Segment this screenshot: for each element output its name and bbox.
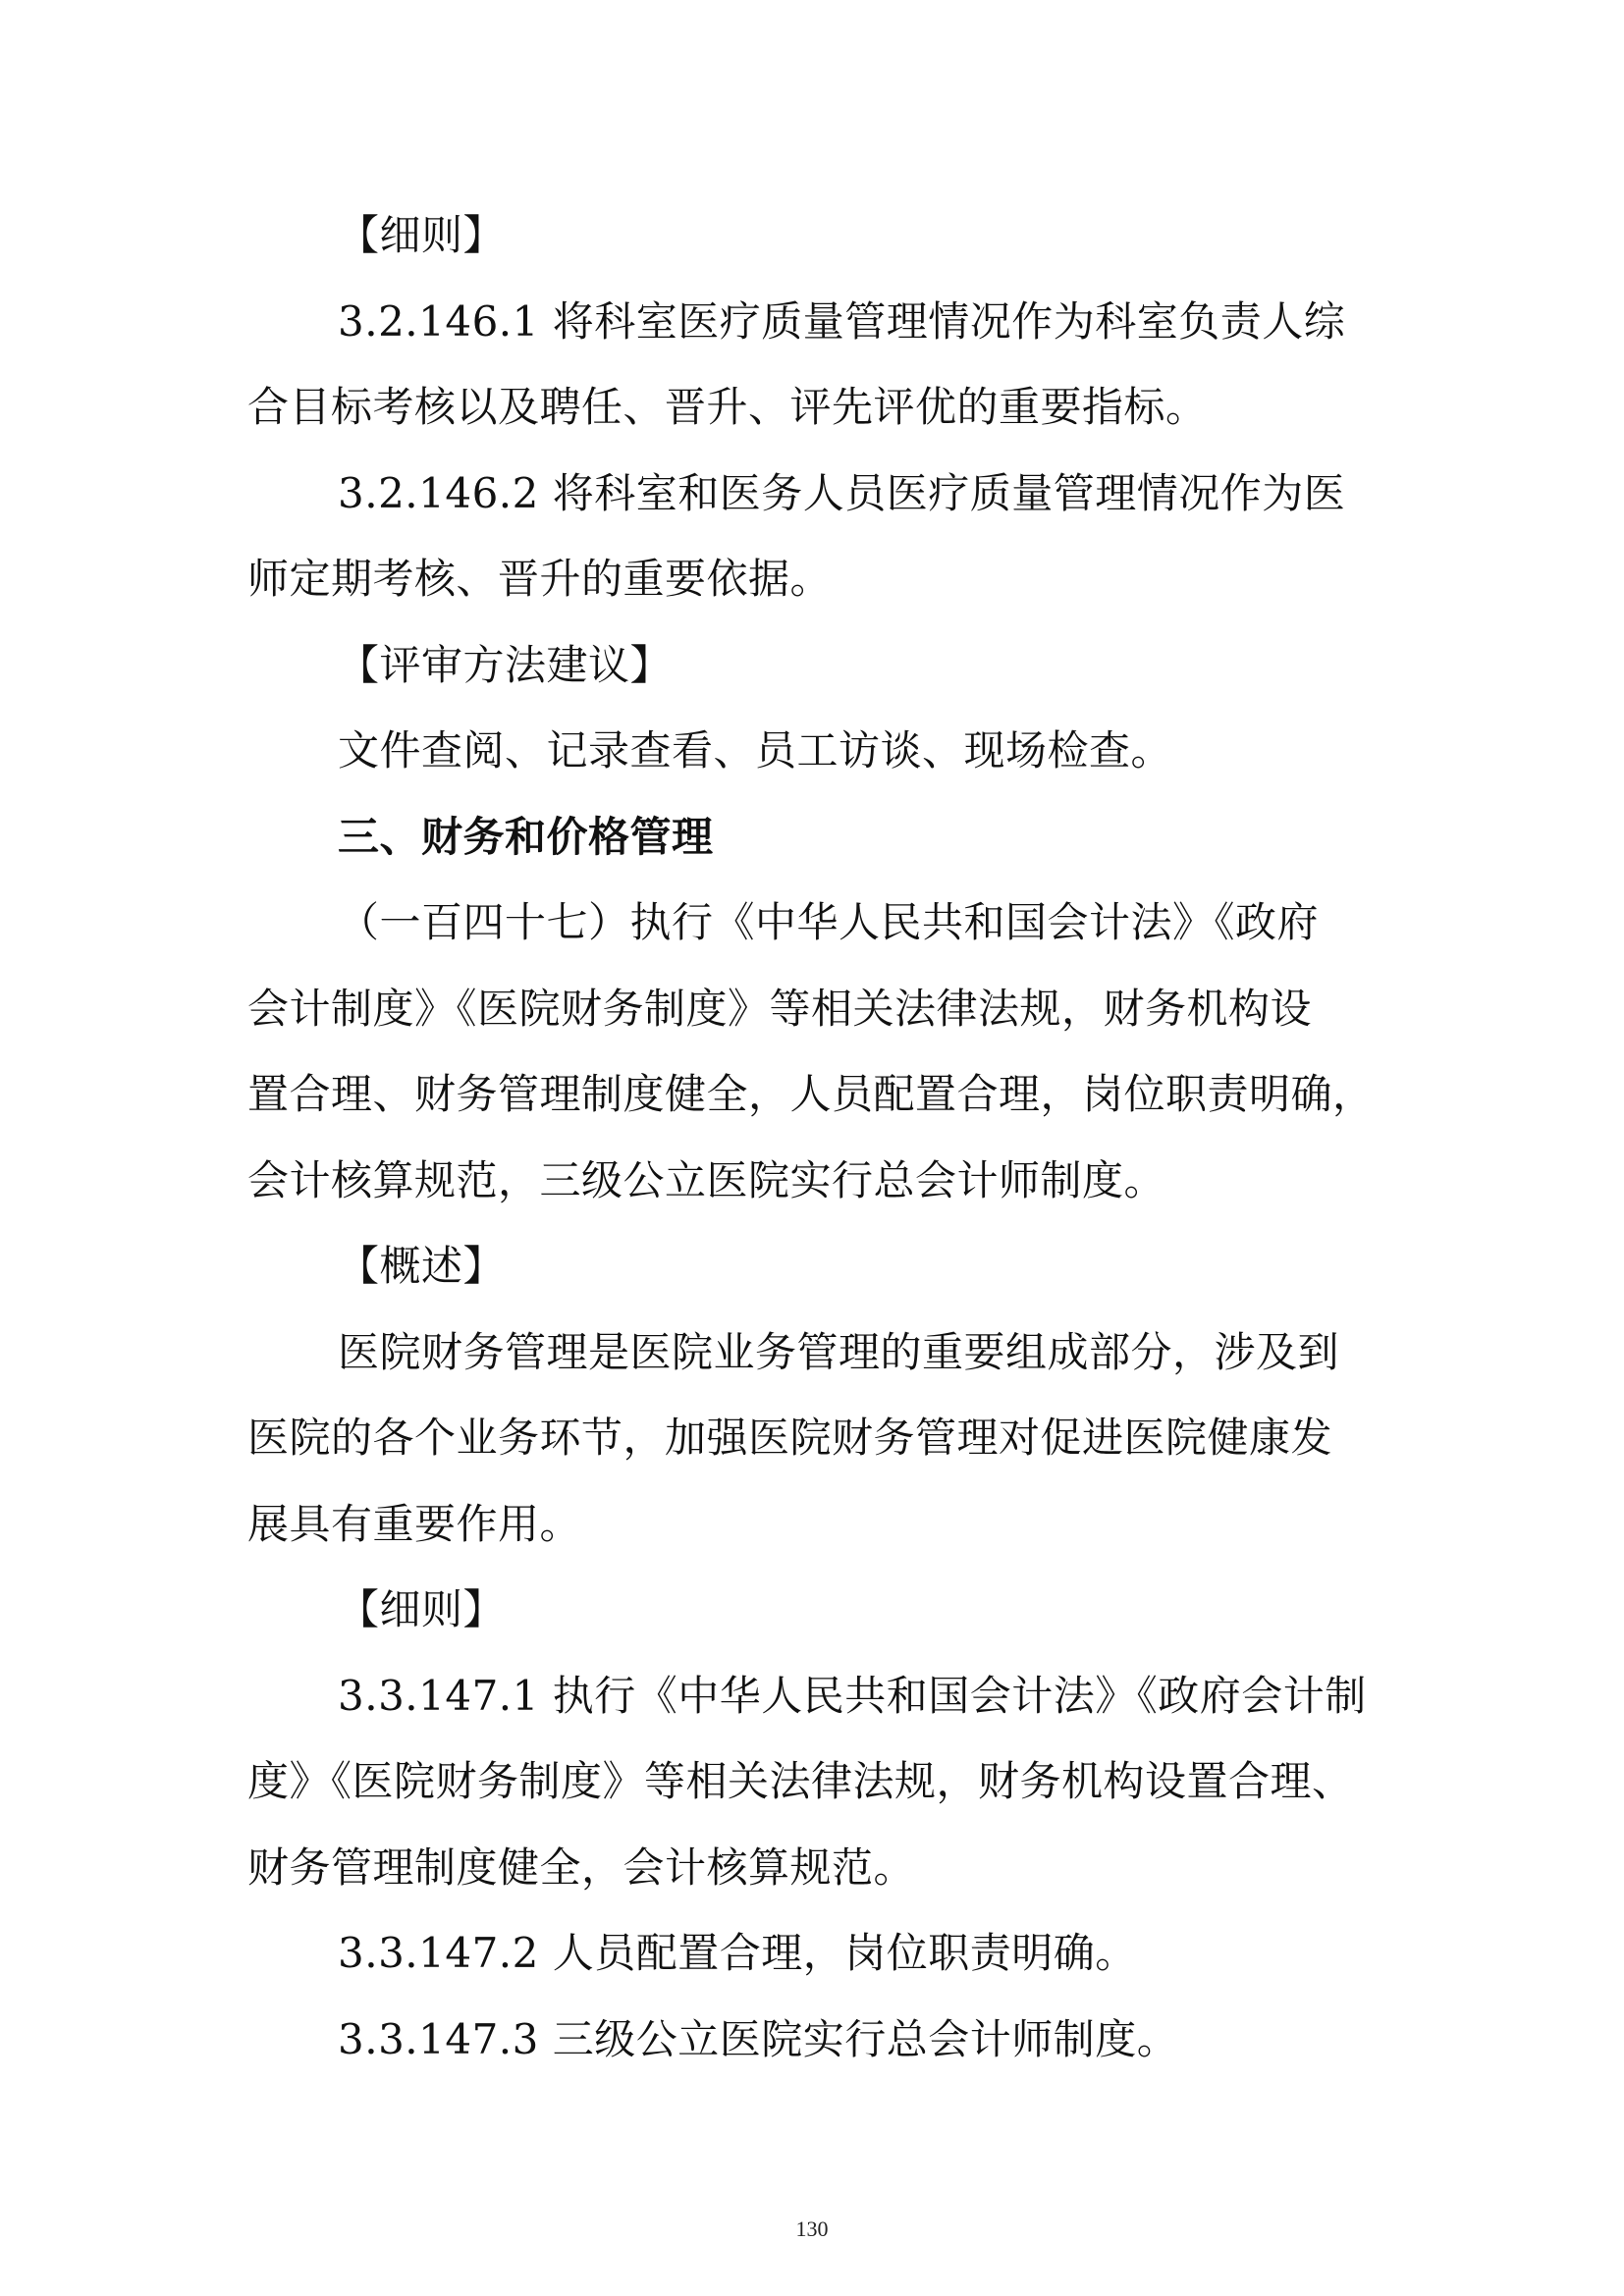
rule-item-3-3-147-1: 3.3.147.1 执行《中华人民共和国会计法》《政府会计制 (338, 1671, 1367, 1720)
overview-line-1: 医院财务管理是医院业务管理的重要组成部分，涉及到 (338, 1327, 1340, 1376)
rule-item-3-3-147-3: 3.3.147.3 三级公立医院实行总会计师制度。 (338, 2014, 1179, 2063)
article-147-line-4: 会计核算规范，三级公立医院实行总会计师制度。 (247, 1155, 1166, 1204)
document-body (247, 192, 1386, 2082)
article-147-line-2: 会计制度》《医院财务制度》等相关法律法规，财务机构设 (247, 984, 1313, 1033)
rule-item-3-2-146-1-continued: 合目标考核以及聘任、晋升、评先评优的重要指标。 (247, 383, 1208, 431)
rule-item-3-2-146-2-continued: 师定期考核、晋升的重要依据。 (247, 555, 833, 603)
section-heading-overview: 【概述】 (338, 1242, 506, 1290)
rule-item-3-2-146-1: 3.2.146.1 将科室医疗质量管理情况作为科室负责人综 (338, 296, 1346, 346)
chapter-heading-finance: 三、财务和价格管理 (338, 812, 714, 861)
rule-item-3-3-147-1-continued-1: 度》《医院财务制度》等相关法律法规，财务机构设置合理、 (247, 1757, 1354, 1805)
section-heading-rules: 【细则】 (338, 211, 506, 259)
rule-item-3-3-147-1-continued-2: 财务管理制度健全，会计核算规范。 (247, 1842, 916, 1892)
article-147-line-3: 置合理、财务管理制度健全，人员配置合理，岗位职责明确， (247, 1070, 1375, 1118)
page-number: 130 (795, 2216, 829, 2241)
overview-line-2: 医院的各个业务环节，加强医院财务管理对促进医院健康发 (247, 1414, 1333, 1462)
overview-line-3: 展具有重要作用。 (247, 1499, 582, 1548)
article-147-line-1: （一百四十七）执行《中华人民共和国会计法》《政府 (338, 898, 1320, 946)
review-methods-text: 文件查阅、记录查看、员工访谈、现场检查。 (338, 726, 1173, 774)
rule-item-3-3-147-2: 3.3.147.2 人员配置合理，岗位职责明确。 (338, 1929, 1137, 1977)
rule-item-3-2-146-2: 3.2.146.2 将科室和医务人员医疗质量管理情况作为医 (338, 468, 1346, 517)
section-heading-rules-2: 【细则】 (338, 1585, 506, 1633)
section-heading-review-methods: 【评审方法建议】 (338, 640, 673, 689)
